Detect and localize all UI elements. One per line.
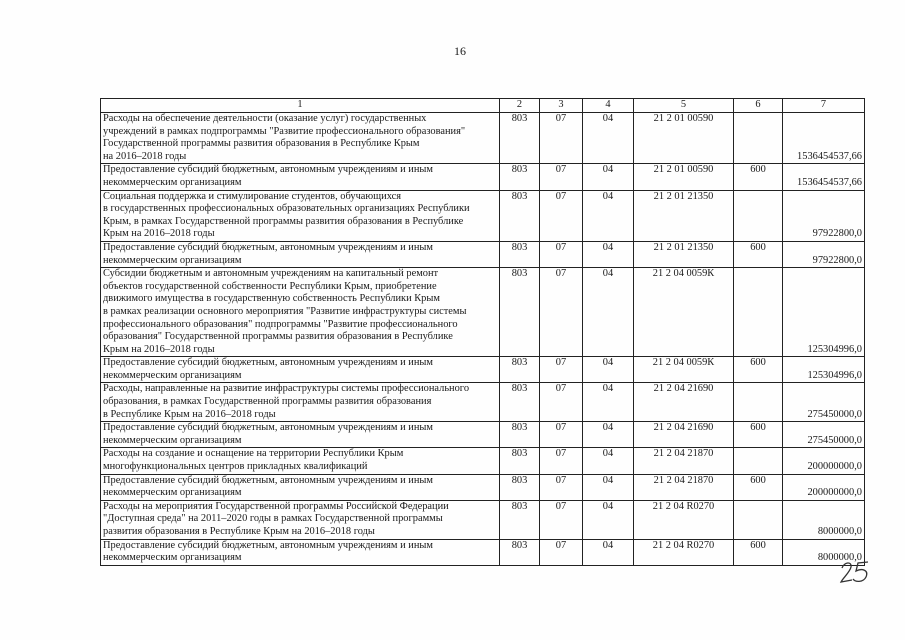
row-description: [101, 383, 500, 422]
row-description: [101, 190, 500, 241]
description-line: Расходы на обеспечение деятельности (оказание услуг) государственных: [103, 113, 427, 124]
description-line: "Доступная среда" на 2011–2020 годы в рамках Государственной программы: [103, 513, 443, 525]
description-line: учреждений в рамках подпрограммы "Развитие профессионального образования": [103, 125, 466, 137]
table-row: [101, 113, 865, 164]
description-line: Предоставление субсидий бюджетным, автономным учреждениям и иным: [103, 241, 433, 253]
row-col2: 803: [500, 422, 540, 448]
row-col3: 07: [540, 357, 583, 383]
description-line: Предоставление субсидий бюджетным, автономным учреждениям и иным: [103, 422, 433, 434]
row-col4: 04: [583, 113, 634, 164]
row-col4: 04: [583, 383, 634, 422]
row-description: [101, 539, 500, 565]
header-cell-5: 5: [634, 99, 734, 113]
description-line: некоммерческим организациям: [103, 487, 242, 499]
row-col6: 600: [734, 422, 783, 448]
description-line: образования" Государственной программы развития образования в Республике: [103, 331, 453, 343]
row-amount: 8000000,0: [783, 500, 865, 539]
row-col5: 21 2 04 21870: [634, 448, 734, 474]
row-col5: 21 2 04 0059К: [634, 268, 734, 357]
description-line: в государственных профессиональных образовательных организациях Республики: [103, 203, 470, 215]
row-col4: 04: [583, 268, 634, 357]
row-amount: 97922800,0: [783, 241, 865, 267]
description-line: на 2016–2018 годы: [103, 150, 187, 162]
row-description: [101, 500, 500, 539]
description-line: Социальная поддержка и стимулирование студентов, обучающихся: [103, 190, 402, 202]
row-col2: 803: [500, 241, 540, 267]
row-amount: 125304996,0: [783, 268, 865, 357]
description-line: некоммерческим организациям: [103, 369, 242, 381]
row-description: [101, 448, 500, 474]
description-line: Крым, в рамках Государственной программы развития образования в Республике: [103, 215, 464, 227]
row-col6: [734, 190, 783, 241]
description-line: в Республике Крым на 2016–2018 годы: [103, 408, 276, 420]
row-col2: 803: [500, 500, 540, 539]
description-line: Расходы на мероприятия Государственной программы Российской Федерации: [103, 500, 449, 512]
row-col4: 04: [583, 448, 634, 474]
description-line: образования, в рамках Государственной программы развития образования: [103, 396, 432, 408]
row-col3: 07: [540, 383, 583, 422]
row-col4: 04: [583, 474, 634, 500]
description-line: некоммерческим организациям: [103, 176, 242, 188]
description-line: некоммерческим организациям: [103, 434, 242, 446]
description-line: Крым на 2016–2018 годы: [103, 343, 215, 355]
row-col2: 803: [500, 383, 540, 422]
row-col2: 803: [500, 268, 540, 357]
description-line: Предоставление субсидий бюджетным, автономным учреждениям и иным: [103, 539, 433, 551]
description-line: развития образования в Республике Крым на 2016–2018 годы: [103, 526, 375, 537]
description-line: Предоставление субсидий бюджетным, автономным учреждениям и иным: [103, 164, 433, 176]
row-amount: 8000000,0: [783, 539, 865, 565]
table-row: [101, 422, 865, 448]
row-col5: 21 2 04 0059К: [634, 357, 734, 383]
row-col4: 04: [583, 190, 634, 241]
description-line: Субсидии бюджетным и автономным учреждениям на капитальный ремонт: [103, 268, 439, 280]
row-col5: 21 2 04 21870: [634, 474, 734, 500]
header-cell-3: 3: [540, 99, 583, 113]
row-col6: [734, 268, 783, 357]
table-row: [101, 268, 865, 357]
row-description: [101, 357, 500, 383]
row-col5: 21 2 01 21350: [634, 190, 734, 241]
table-row: [101, 383, 865, 422]
row-col5: 21 2 01 00590: [634, 164, 734, 190]
header-cell-7: 7: [783, 99, 865, 113]
row-col6: 600: [734, 357, 783, 383]
row-col4: 04: [583, 241, 634, 267]
row-col6: [734, 448, 783, 474]
header-cell-4: 4: [583, 99, 634, 113]
row-col3: 07: [540, 241, 583, 267]
row-col6: [734, 113, 783, 164]
description-line: Предоставление субсидий бюджетным, автономным учреждениям и иным: [103, 357, 433, 369]
table-row: [101, 539, 865, 565]
row-description: [101, 474, 500, 500]
row-col3: 07: [540, 448, 583, 474]
table-row: [101, 190, 865, 241]
row-description: [101, 268, 500, 357]
row-col3: 07: [540, 164, 583, 190]
row-col4: 04: [583, 357, 634, 383]
description-line: объектов государственной собственности Республики Крым, приобретение: [103, 280, 437, 292]
table-row: [101, 448, 865, 474]
row-amount: 275450000,0: [783, 422, 865, 448]
row-description: [101, 241, 500, 267]
header-cell-1: 1: [101, 99, 500, 113]
row-col3: 07: [540, 268, 583, 357]
row-col6: 600: [734, 241, 783, 267]
description-line: Государственной программы развития образования в Республике Крым: [103, 138, 420, 150]
row-col3: 07: [540, 539, 583, 565]
row-amount: 275450000,0: [783, 383, 865, 422]
row-col5: 21 2 01 00590: [634, 113, 734, 164]
row-col5: 21 2 04 21690: [634, 383, 734, 422]
page-number: 16: [454, 44, 466, 58]
row-description: [101, 422, 500, 448]
row-col2: 803: [500, 164, 540, 190]
row-amount: 200000000,0: [783, 474, 865, 500]
row-amount: 1536454537,66: [783, 113, 865, 164]
row-col3: 07: [540, 190, 583, 241]
table-row: [101, 164, 865, 190]
row-col3: 07: [540, 113, 583, 164]
row-col4: 04: [583, 422, 634, 448]
row-description: [101, 164, 500, 190]
row-col2: 803: [500, 357, 540, 383]
row-col6: 600: [734, 474, 783, 500]
description-line: Расходы на создание и оснащение на территории Республики Крым: [103, 448, 404, 460]
row-col3: 07: [540, 500, 583, 539]
description-line: Расходы, направленные на развитие инфраструктуры системы профессионального: [103, 383, 470, 395]
row-col6: 600: [734, 539, 783, 565]
row-amount: 97922800,0: [783, 190, 865, 241]
description-line: профессионального образования" подпрограммы "Развитие профессионального: [103, 318, 458, 330]
table-row: [101, 500, 865, 539]
description-line: некоммерческим организациям: [103, 552, 242, 564]
table-row: [101, 357, 865, 383]
table-row: [101, 241, 865, 267]
row-col2: 803: [500, 190, 540, 241]
row-description: [101, 113, 500, 164]
row-col4: 04: [583, 164, 634, 190]
row-col2: 803: [500, 539, 540, 565]
row-col4: 04: [583, 539, 634, 565]
row-col4: 04: [583, 500, 634, 539]
handwritten-page-mark: [838, 556, 878, 586]
row-col2: 803: [500, 113, 540, 164]
description-line: Крым на 2016–2018 годы: [103, 228, 215, 240]
row-col5: 21 2 04 R0270: [634, 500, 734, 539]
row-col3: 07: [540, 474, 583, 500]
header-cell-6: 6: [734, 99, 783, 113]
row-col6: 600: [734, 164, 783, 190]
row-col6: [734, 383, 783, 422]
table-row: [101, 474, 865, 500]
row-col5: 21 2 04 21690: [634, 422, 734, 448]
description-line: многофункциональных центров прикладных квалификаций: [103, 461, 368, 473]
row-col3: 07: [540, 422, 583, 448]
description-line: Предоставление субсидий бюджетным, автономным учреждениям и иным: [103, 474, 433, 486]
row-col6: [734, 500, 783, 539]
row-col2: 803: [500, 448, 540, 474]
row-amount: 200000000,0: [783, 448, 865, 474]
table-header-row: [101, 99, 865, 113]
budget-table: [100, 98, 865, 566]
row-amount: 125304996,0: [783, 357, 865, 383]
row-amount: 1536454537,66: [783, 164, 865, 190]
header-cell-2: 2: [500, 99, 540, 113]
row-col5: 21 2 04 R0270: [634, 539, 734, 565]
description-line: в рамках реализации основного мероприятия "Развитие инфраструктуры системы: [103, 305, 467, 317]
description-line: движимого имущества в государственную собственность Республики Крым: [103, 293, 440, 305]
description-line: некоммерческим организациям: [103, 254, 242, 266]
row-col5: 21 2 01 21350: [634, 241, 734, 267]
row-col2: 803: [500, 474, 540, 500]
